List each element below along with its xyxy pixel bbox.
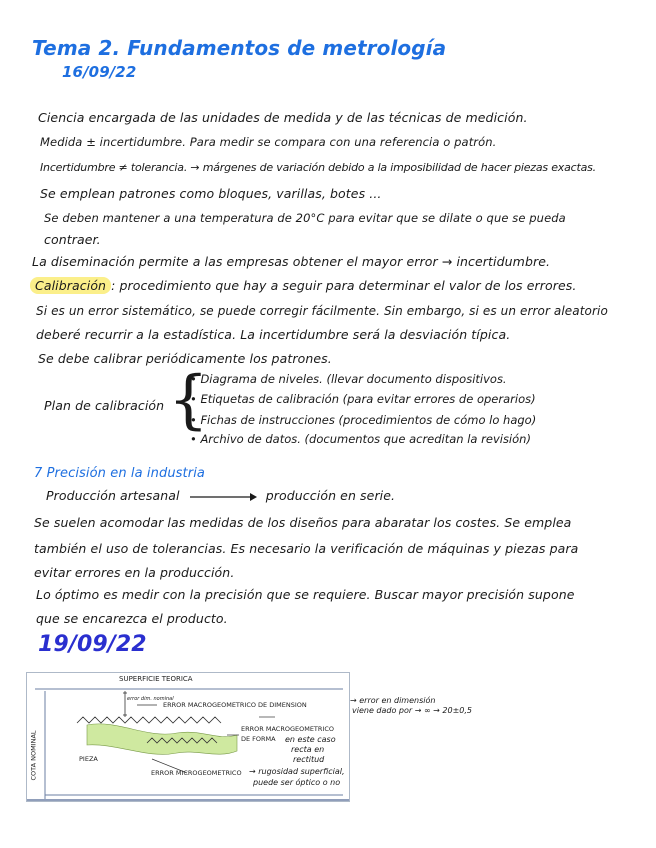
err-forma-label: DE FORMA bbox=[241, 735, 276, 743]
handwritten-note: en este caso bbox=[285, 735, 336, 744]
cota-label: COTA NOMINAL bbox=[29, 730, 38, 781]
producción-artesanal: Producción artesanal bbox=[46, 488, 180, 503]
brace-icon: { bbox=[168, 363, 209, 437]
plan-item: • Archivo de datos. (documentos que acreditan la revisión) bbox=[190, 432, 531, 446]
arrow-right-icon bbox=[188, 492, 258, 502]
superficie-label: SUPERFICIE TEORICA bbox=[119, 675, 193, 683]
note-line: evitar errores en la producción. bbox=[34, 565, 235, 580]
note-line: Ciencia encargada de las unidades de medida y de las técnicas de medición. bbox=[38, 110, 528, 125]
handwritten-note: puede ser óptico o no bbox=[253, 778, 341, 787]
note-line: Incertidumbre ≠ tolerancia. → márgenes de variación debido a la imposibilidad de hacer piezas exactas. bbox=[40, 161, 596, 174]
handwritten-note: → rugosidad superficial, bbox=[249, 767, 345, 776]
section-title: 7 Precisión en la industria bbox=[34, 466, 205, 481]
note-line: Lo óptimo es medir con la precisión que se requiere. Buscar mayor precisión supone bbox=[36, 587, 575, 602]
err-dim-label: ERROR MACROGEOMETRICO DE DIMENSION bbox=[163, 701, 307, 709]
note-line: también el uso de tolerancias. Es necesario la verificación de máquinas y piezas para bbox=[34, 541, 579, 556]
note-line: Se deben mantener a una temperatura de 20°C para evitar que se dilate o que se pueda bbox=[44, 211, 566, 225]
producción-serie: producción en serie. bbox=[265, 488, 396, 503]
note-line: Se suelen acomodar las medidas de los diseños para abaratar los costes. Se emplea bbox=[34, 515, 572, 530]
metrology-error-figure bbox=[26, 672, 350, 802]
plan-item: • Etiquetas de calibración (para evitar errores de operarios) bbox=[190, 392, 536, 406]
note-line: que se encarezca el producto. bbox=[36, 611, 228, 626]
plan-item: • Diagrama de niveles. (llevar documento dispositivos. bbox=[190, 372, 507, 386]
plan-label: Plan de calibración bbox=[44, 398, 165, 413]
note-line bbox=[46, 488, 395, 504]
pieza-label: PIEZA bbox=[79, 755, 98, 763]
page-title: Tema 2. Fundamentos de metrología bbox=[32, 36, 447, 60]
note-line: contraer. bbox=[44, 232, 101, 247]
note-line bbox=[30, 278, 576, 294]
handwritten-note: viene dado por → ∞ → 20±0,5 bbox=[352, 706, 473, 715]
err-forma-label: ERROR MACROGEOMETRICO bbox=[241, 725, 334, 733]
plan-item: • Fichas de instrucciones (procedimientos de cómo lo hago) bbox=[190, 413, 537, 427]
note-line: deberé recurrir a la estadística. La incertidumbre será la desviación típica. bbox=[36, 327, 511, 342]
err-micro-label: ERROR MICROGEOMETRICO bbox=[151, 769, 242, 777]
date-header: 19/09/22 bbox=[38, 632, 147, 657]
small-label: error dim. nominal bbox=[127, 696, 174, 702]
note-line: Medida ± incertidumbre. Para medir se compara con una referencia o patrón. bbox=[40, 135, 497, 149]
date-header: 16/09/22 bbox=[62, 63, 137, 81]
handwritten-note: → error en dimensión bbox=[350, 696, 436, 705]
note-line: Se emplean patrones como bloques, varillas, botes ... bbox=[40, 186, 382, 201]
note-line: Se debe calibrar periódicamente los patrones. bbox=[38, 351, 332, 366]
note-line-rest: : procedimiento que hay a seguir para determinar el valor de los errores. bbox=[111, 278, 577, 293]
handwritten-note: rectitud bbox=[293, 755, 325, 764]
highlighted-term: Calibración bbox=[30, 277, 111, 294]
note-line: La diseminación permite a las empresas obtener el mayor error → incertidumbre. bbox=[32, 254, 551, 269]
note-line: Si es un error sistemático, se puede corregir fácilmente. Sin embargo, si es un error aleatorio bbox=[36, 304, 608, 318]
handwritten-note: recta en bbox=[291, 745, 325, 754]
